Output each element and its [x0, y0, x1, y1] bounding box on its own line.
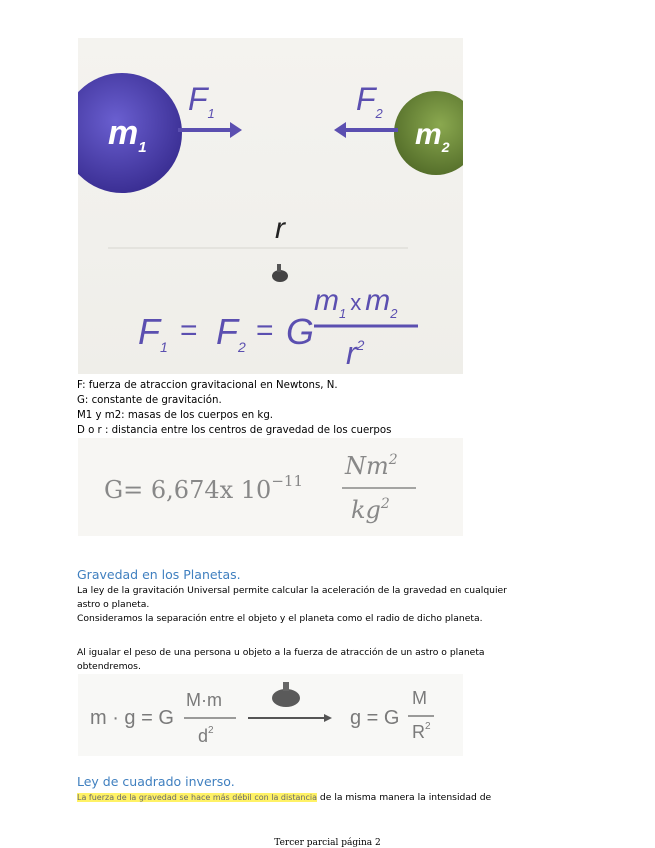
paragraph-weight: [77, 646, 547, 674]
definition-item: G: constante de gravitación.: [77, 395, 222, 406]
mass2-label: $m_2$: [415, 118, 450, 155]
definition-item: F: fuerza de atraccion gravitacional en Newtons, N.: [77, 380, 338, 391]
mass1-label: $m_1$: [108, 114, 147, 156]
section-heading-planets: Gravedad en los Planetas.: [77, 567, 241, 582]
definitions-list: [77, 378, 477, 438]
definition-item: D o r : distancia entre los centros de gravedad de los cuerpos: [77, 425, 392, 436]
formula-f1: $F_1$: [138, 311, 168, 355]
paragraph-line: astro o planeta.: [77, 599, 150, 610]
paragraph-text: de la misma manera la intensidad de: [317, 792, 492, 803]
highlighted-text: La fuerza de la gravedad se hace más débil con la distancia: [77, 793, 317, 802]
equation-lhs-numerator: M·m: [186, 690, 222, 710]
paragraph-line: La ley de la gravitación Universal permite calcular la aceleración de la gravedad en cualquier: [77, 585, 507, 596]
equation-rhs-numerator: M: [412, 688, 427, 708]
small-figure-icon: [272, 264, 288, 282]
planet-figure-icon: [272, 682, 300, 707]
distance-label: r: [275, 212, 285, 245]
formula-g: G: [286, 311, 315, 352]
force2-label: $F_2$: [356, 81, 383, 121]
equation-rhs: g = G: [350, 707, 400, 729]
paragraph-line: obtendremos.: [77, 661, 141, 672]
definition-item: M1 y m2: masas de los cuerpos en kg.: [77, 410, 274, 421]
inverse-square-paragraph: [77, 792, 491, 806]
force1-arrowhead: [230, 122, 242, 138]
formula-eq1: =: [180, 314, 198, 347]
gravitational-constant-figure: [78, 438, 463, 536]
equation-arrowhead: [324, 714, 332, 722]
force1-label: $F_1$: [188, 81, 215, 121]
force2-arrowhead: [334, 122, 346, 138]
constant-units-denominator: $kg^2$: [351, 496, 390, 524]
paragraph-line: Al igualar el peso de una persona u objeto a la fuerza de atracción de un astro o planeta: [77, 647, 485, 658]
equation-lhs-denominator: $d^2$: [198, 725, 214, 746]
formula-numerator: $m_1$ $^x$ $m_2$: [314, 284, 398, 321]
paragraph-line: Consideramos la separación entre el objeto y el planeta como el radio de dicho planeta.: [77, 613, 483, 624]
gravitational-constant-svg: [78, 438, 463, 536]
formula-f2: $F_2$: [216, 311, 246, 355]
page-footer: Tercer parcial página 2: [274, 838, 381, 848]
surface-gravity-svg: [78, 674, 463, 756]
surface-gravity-figure: [78, 674, 463, 756]
gravitation-formula: [138, 284, 418, 371]
equation-lhs: m · g = G: [90, 707, 174, 729]
formula-denominator: $r^2$: [346, 335, 365, 371]
paragraph-planets: [77, 584, 547, 626]
constant-units-numerator: Nm$^2$: [345, 452, 398, 480]
gravitation-diagram: [78, 38, 463, 374]
section-heading-inverse-square: Ley de cuadrado inverso.: [77, 774, 235, 789]
constant-value: G= 6,674x $10^{-11}$: [104, 472, 303, 504]
equation-rhs-denominator: $R^2$: [412, 721, 431, 742]
formula-eq2: =: [256, 314, 274, 347]
gravitation-diagram-svg: [78, 38, 463, 374]
